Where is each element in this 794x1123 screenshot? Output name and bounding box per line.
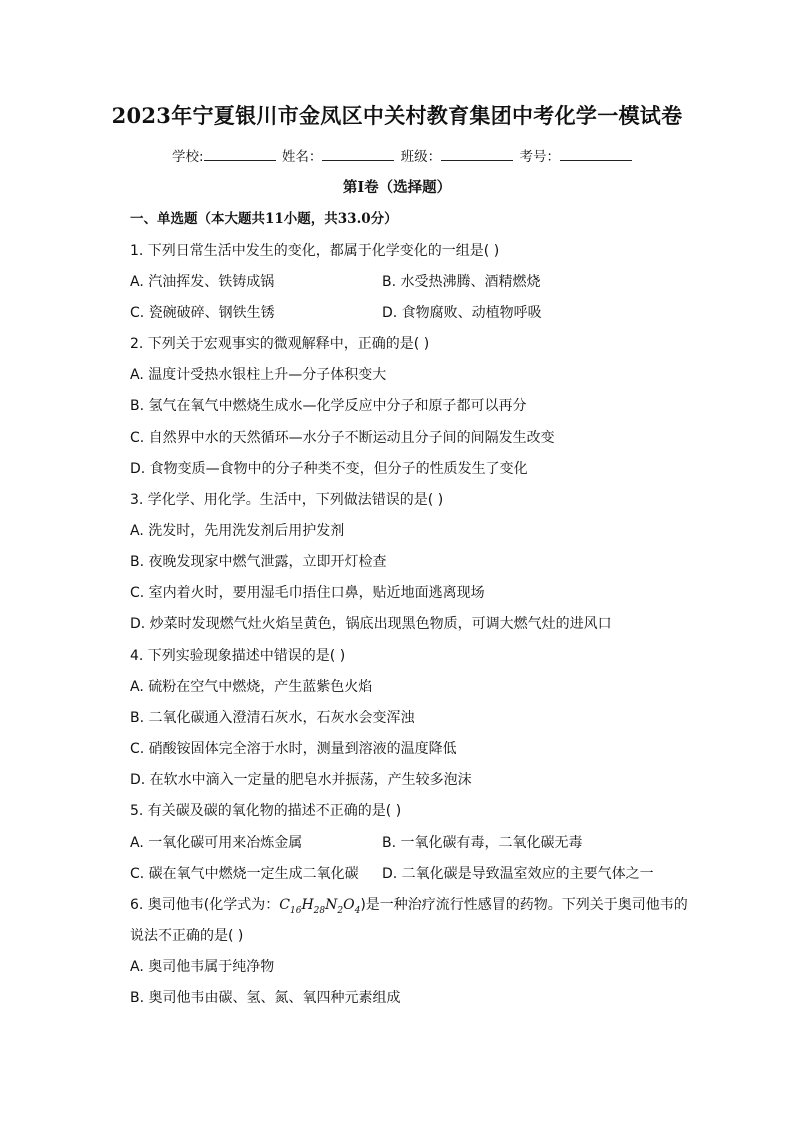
question-5-option-d: D. 二氧化碳是导致温室效应的主要气体之一 — [382, 866, 654, 882]
question-3-option-a: A. 洗发时，先用洗发剂后用护发剂 — [130, 523, 345, 539]
question-1-option-c: C. 瓷碗破碎、钢铁生锈 — [130, 305, 275, 321]
student-info-line — [172, 145, 634, 165]
question-1-option-d: D. 食物腐败、动植物呼吸 — [382, 305, 542, 321]
formula-c: C — [279, 897, 290, 913]
question-6-option-a: A. 奥司他韦属于纯净物 — [130, 959, 275, 975]
question-5-stem: 5. 有关碳及碳的氧化物的描述不正确的是( ) — [130, 803, 402, 819]
volume-heading: 第I卷（选择题） — [342, 179, 452, 196]
question-2-option-c: C. 自然界中水的天然循环—水分子不断运动且分子间的间隔发生改变 — [130, 430, 555, 446]
question-4-stem: 4. 下列实验现象描述中错误的是( ) — [130, 648, 346, 664]
question-2-option-b: B. 氢气在氧气中燃烧生成水—化学反应中分子和原子都可以再分 — [130, 398, 527, 414]
chemical-formula — [279, 897, 361, 916]
question-5-option-a: A. 一氧化碳可用来冶炼金属 — [130, 835, 303, 851]
question-2-stem: 2. 下列关于宏观事实的微观解释中，正确的是( ) — [130, 336, 430, 352]
question-6-stem — [130, 894, 688, 916]
exam-no-blank — [560, 146, 632, 161]
formula-n-count: 2 — [337, 905, 344, 916]
section-heading: 一、单选题（本大题共11小题，共33.0分） — [130, 211, 398, 227]
formula-o: O — [343, 897, 355, 913]
question-6-stem-pre: 6. 奥司他韦(化学式为： — [130, 897, 280, 913]
question-3-stem: 3. 学化学、用化学。生活中，下列做法错误的是( ) — [130, 492, 444, 508]
question-6-stem-post: )是一种治疗流行性感冒的药物。下列关于奥司他韦的 — [360, 897, 688, 913]
question-6-option-b: B. 奥司他韦由碳、氢、氮、氧四种元素组成 — [130, 990, 401, 1006]
name-label: 姓名： — [281, 149, 323, 165]
exam-no-label: 考号： — [519, 149, 560, 165]
question-3-option-c: C. 室内着火时，要用湿毛巾捂住口鼻，贴近地面逃离现场 — [130, 585, 485, 601]
question-6-stem-line2: 说法不正确的是( ) — [130, 928, 244, 944]
formula-o-count: 4 — [354, 905, 361, 916]
question-5-option-c: C. 碳在氧气中燃烧一定生成二氧化碳 — [130, 866, 359, 882]
class-blank — [441, 146, 513, 161]
question-4-option-c: C. 硝酸铵固体完全溶于水时，测量到溶液的温度降低 — [130, 741, 457, 757]
question-3-option-b: B. 夜晚发现家中燃气泄露，立即开灯检查 — [130, 554, 387, 570]
school-blank — [204, 146, 276, 161]
question-2-option-d: D. 食物变质—食物中的分子种类不变，但分子的性质发生了变化 — [130, 461, 528, 477]
school-label: 学校: — [172, 149, 204, 165]
question-3-option-d: D. 炒菜时发现燃气灶火焰呈黄色，锅底出现黑色物质，可调大燃气灶的进风口 — [130, 616, 612, 632]
formula-h-count: 28 — [313, 905, 326, 916]
question-1-option-a: A. 汽油挥发、铁铸成锅 — [130, 274, 275, 290]
question-1-option-b: B. 水受热沸腾、酒精燃烧 — [382, 274, 541, 290]
question-5-option-b: B. 一氧化碳有毒，二氧化碳无毒 — [382, 835, 583, 851]
formula-c-count: 16 — [290, 905, 302, 916]
exam-title: 2023年宁夏银川市金凤区中关村教育集团中考化学一模试卷 — [111, 103, 683, 128]
question-2-option-a: A. 温度计受热水银柱上升—分子体积变大 — [130, 367, 387, 383]
question-1-stem: 1. 下列日常生活中发生的变化，都属于化学变化的一组是( ) — [130, 243, 500, 259]
name-blank — [322, 146, 394, 161]
formula-h: H — [301, 897, 314, 913]
question-4-option-d: D. 在软水中滴入一定量的肥皂水并振荡，产生较多泡沫 — [130, 772, 472, 788]
question-4-option-a: A. 硫粉在空气中燃烧，产生蓝紫色火焰 — [130, 679, 373, 695]
formula-n: N — [325, 897, 338, 913]
question-4-option-b: B. 二氧化碳通入澄清石灰水，石灰水会变浑浊 — [130, 710, 415, 726]
class-label: 班级： — [400, 149, 442, 165]
